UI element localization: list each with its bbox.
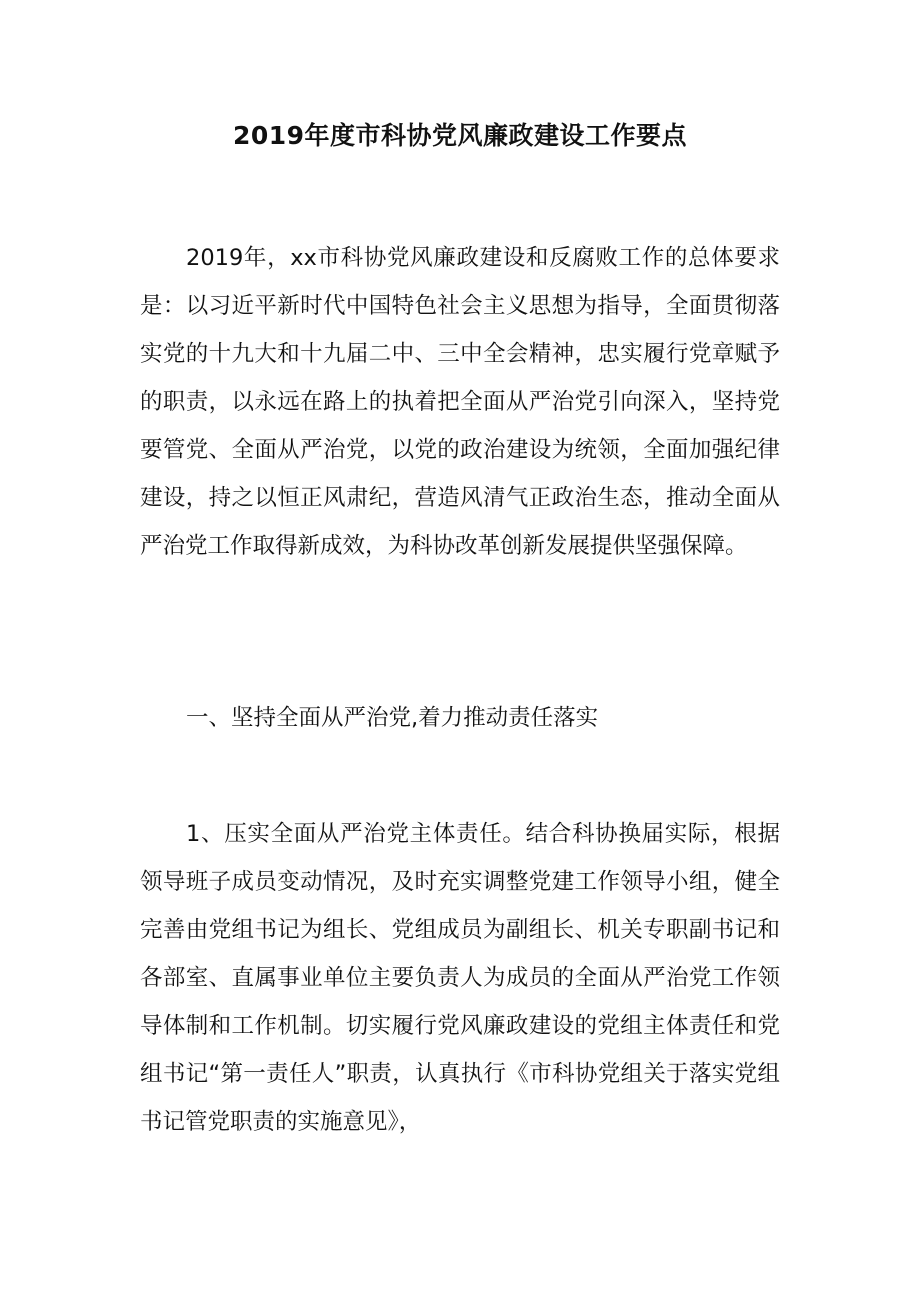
document-title: 2019年度市科协党风廉政建设工作要点: [232, 121, 688, 150]
intro-paragraph: 2019年，xx市科协党风廉政建设和反腐败工作的总体要求是：以习近平新时代中国特色社会主义思想为指导，全面贯彻落实党的十九大和十九届二中、三中全会精神，忠实履行党章赋予的职责，以永远在路上的执着把全面从严治党引向深入，坚持党要管党、全面从严治党，以党的政治建设为统领，全面加强纪律建设，持之以恒正风肃纪，营造风清气正政治生态，推动全面从严治党工作取得新成效，为科协改革创新发展提供坚强保障。: [140, 245, 780, 559]
section-paragraph: 1、压实全面从严治党主体责任。结合科协换届实际，根据领导班子成员变动情况，及时充实调整党建工作领导小组，健全完善由党组书记为组长、党组成员为副组长、机关专职副书记和各部室、直属事业单位主要负责人为成员的全面从严治党工作领导体制和工作机制。切实履行党风廉政建设的党组主体责任和党组书记“第一责任人”职责，认真执行《市科协党组关于落实党组书记管党职责的实施意见》，: [140, 821, 780, 1135]
section-heading: 一、坚持全面从严治党,着力推动责任落实: [186, 705, 599, 731]
